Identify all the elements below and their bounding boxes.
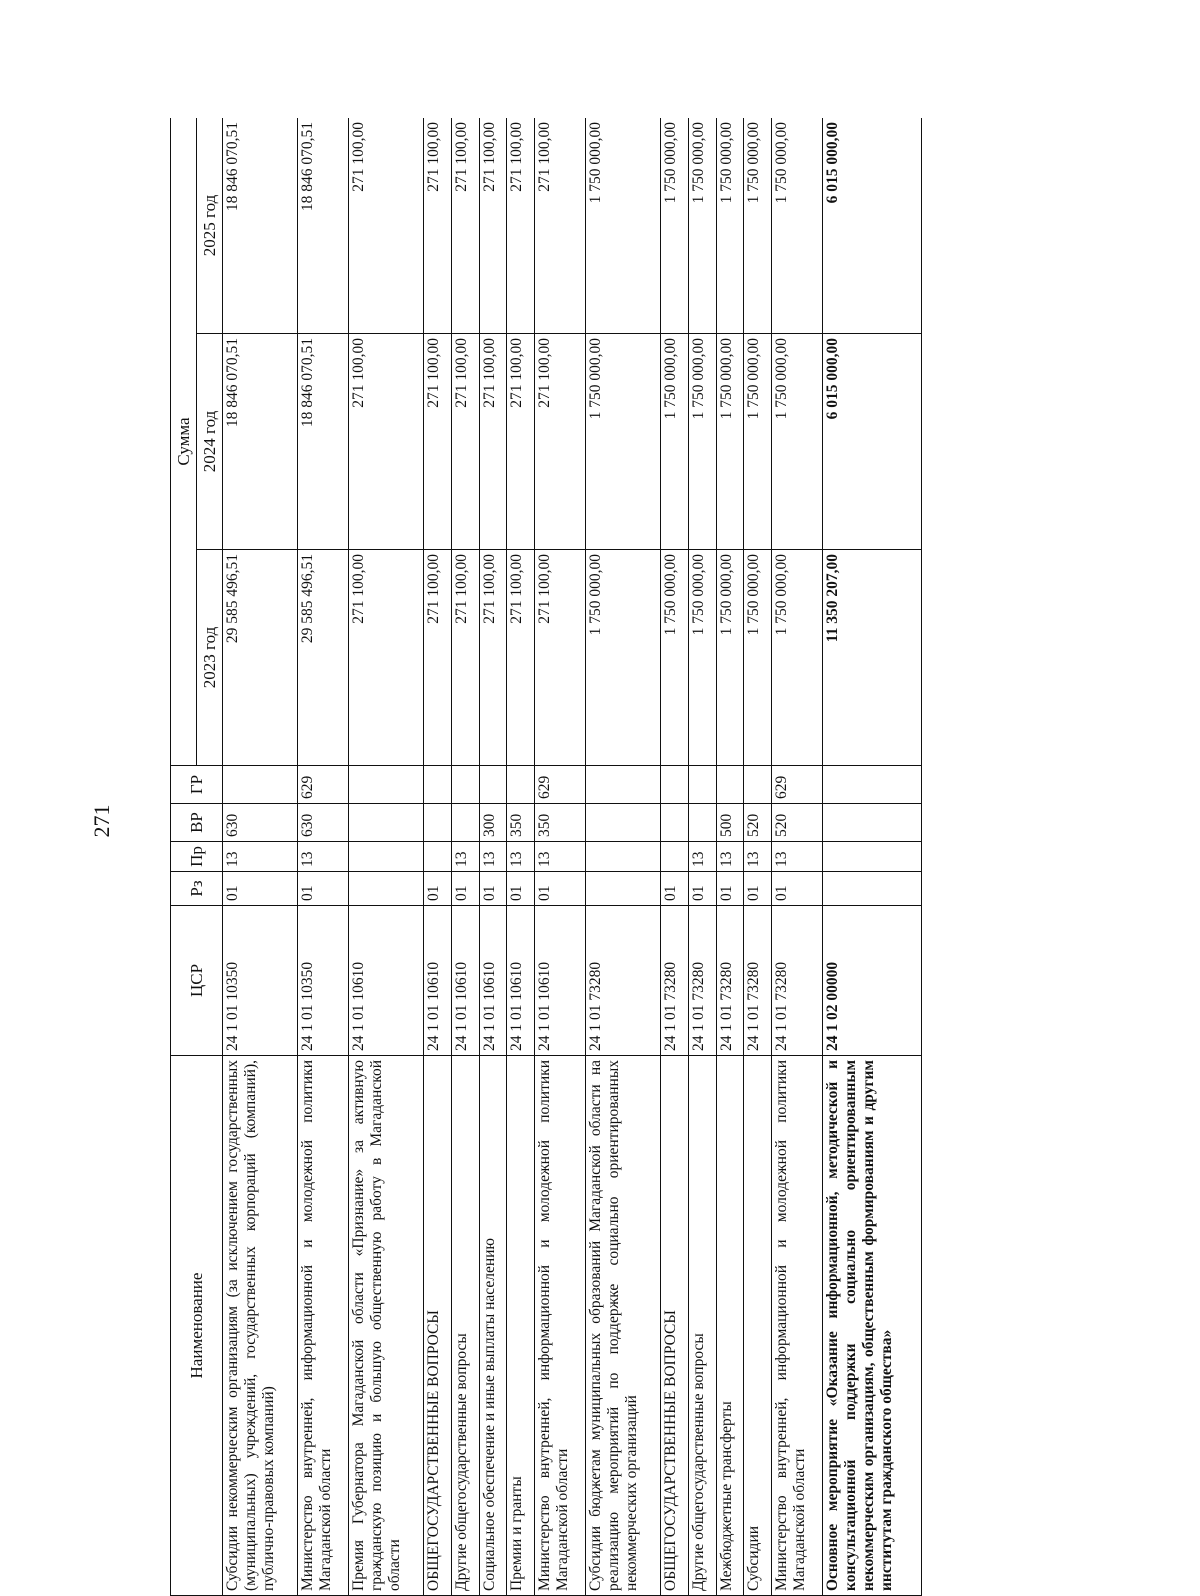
sum-2023-cell: 271 100,00 [424,550,452,766]
pr-cell: 13 [716,842,744,872]
sum-2024-cell: 271 100,00 [507,334,535,550]
csr-cell: 24 1 01 10610 [349,906,424,1056]
header-year-2024: 2024 год [197,334,223,550]
sum-2023-cell: 29 585 496,51 [298,550,349,766]
pr-cell: 13 [479,842,507,872]
sum-2024-cell: 1 750 000,00 [661,334,689,550]
rz-cell [823,872,922,906]
gr-cell [586,766,661,804]
vr-cell: 300 [479,804,507,842]
sum-2024-cell: 1 750 000,00 [586,334,661,550]
table-row [298,118,349,1596]
name-cell: Межбюджетные трансферты [716,1056,744,1596]
sum-2024-cell: 6 015 000,00 [823,334,922,550]
table-row [223,118,298,1596]
header-vr: ВР [171,804,223,842]
csr-cell: 24 1 01 73280 [688,906,716,1056]
gr-cell [479,766,507,804]
csr-cell: 24 1 01 10610 [534,906,585,1056]
rz-cell: 01 [298,872,349,906]
rz-cell: 01 [452,872,480,906]
sum-2025-cell: 271 100,00 [349,118,424,334]
rz-cell: 01 [424,872,452,906]
rz-cell [349,872,424,906]
vr-cell: 520 [771,804,822,842]
page-number: 271 [89,804,114,838]
rz-cell: 01 [771,872,822,906]
header-name: Наименование [171,1056,223,1596]
name-cell: Социальное обеспечение и иные выплаты населению [479,1056,507,1596]
name-cell: Министерство внутренней, информационной и молодежной политики Магаданской области [298,1056,349,1596]
table-row [586,118,661,1596]
sum-2024-cell: 1 750 000,00 [771,334,822,550]
table-row [744,118,772,1596]
sum-2024-cell: 1 750 000,00 [716,334,744,550]
header-gr: ГР [171,766,223,804]
name-cell: ОБЩЕГОСУДАРСТВЕННЫЕ ВОПРОСЫ [424,1056,452,1596]
sum-2024-cell: 18 846 070,51 [298,334,349,550]
table-row [534,118,585,1596]
rz-cell: 01 [223,872,298,906]
pr-cell [424,842,452,872]
sum-2023-cell: 1 750 000,00 [661,550,689,766]
gr-cell [661,766,689,804]
sum-2023-cell: 271 100,00 [507,550,535,766]
sum-2025-cell: 1 750 000,00 [688,118,716,334]
rotated-table-frame [170,118,922,1596]
csr-cell: 24 1 01 73280 [661,906,689,1056]
sum-2025-cell: 271 100,00 [534,118,585,334]
name-cell: Министерство внутренней, информационной и молодежной политики Магаданской области [534,1056,585,1596]
vr-cell [823,804,922,842]
rz-cell: 01 [479,872,507,906]
sum-2024-cell: 271 100,00 [534,334,585,550]
gr-cell [507,766,535,804]
csr-cell: 24 1 01 10610 [452,906,480,1056]
header-sum: Сумма [171,118,197,766]
table-header [171,118,223,1596]
table-row [507,118,535,1596]
pr-cell: 13 [534,842,585,872]
pr-cell [661,842,689,872]
vr-cell: 350 [507,804,535,842]
sum-2023-cell: 11 350 207,00 [823,550,922,766]
name-cell: Другие общегосударственные вопросы [688,1056,716,1596]
vr-cell: 520 [744,804,772,842]
pr-cell: 13 [452,842,480,872]
name-cell: ОБЩЕГОСУДАРСТВЕННЫЕ ВОПРОСЫ [661,1056,689,1596]
header-year-2023: 2023 год [197,550,223,766]
rz-cell: 01 [661,872,689,906]
table-row [661,118,689,1596]
csr-cell: 24 1 01 73280 [771,906,822,1056]
gr-cell [424,766,452,804]
pr-cell: 13 [744,842,772,872]
gr-cell: 629 [534,766,585,804]
rz-cell: 01 [744,872,772,906]
csr-cell: 24 1 01 10610 [479,906,507,1056]
name-cell: Другие общегосударственные вопросы [452,1056,480,1596]
rz-cell: 01 [716,872,744,906]
csr-cell: 24 1 01 73280 [744,906,772,1056]
csr-cell: 24 1 01 73280 [716,906,744,1056]
vr-cell [452,804,480,842]
vr-cell [424,804,452,842]
sum-2025-cell: 18 846 070,51 [298,118,349,334]
csr-cell: 24 1 02 00000 [823,906,922,1056]
csr-cell: 24 1 01 10610 [507,906,535,1056]
sum-2023-cell: 1 750 000,00 [716,550,744,766]
sum-2025-cell: 18 846 070,51 [223,118,298,334]
sum-2023-cell: 271 100,00 [349,550,424,766]
table-row [479,118,507,1596]
sum-2025-cell: 1 750 000,00 [716,118,744,334]
gr-cell [716,766,744,804]
sum-2025-cell: 1 750 000,00 [661,118,689,334]
table-body [223,118,922,1596]
vr-cell [661,804,689,842]
header-year-2025: 2025 год [197,118,223,334]
budget-table [170,118,922,1596]
table-row [424,118,452,1596]
name-cell: Премии и гранты [507,1056,535,1596]
sum-2024-cell: 271 100,00 [452,334,480,550]
pr-cell: 13 [298,842,349,872]
gr-cell: 629 [298,766,349,804]
sum-2023-cell: 271 100,00 [479,550,507,766]
sum-2025-cell: 271 100,00 [452,118,480,334]
sum-2025-cell: 1 750 000,00 [771,118,822,334]
table-row [452,118,480,1596]
header-rz: Рз [171,872,223,906]
csr-cell: 24 1 01 10610 [424,906,452,1056]
name-cell: Министерство внутренней, информационной и молодежной политики Магаданской области [771,1056,822,1596]
csr-cell: 24 1 01 10350 [298,906,349,1056]
sum-2025-cell: 271 100,00 [479,118,507,334]
table-row [349,118,424,1596]
sum-2023-cell: 29 585 496,51 [223,550,298,766]
gr-cell [452,766,480,804]
gr-cell [349,766,424,804]
pr-cell: 13 [223,842,298,872]
rz-cell: 01 [507,872,535,906]
sum-2024-cell: 1 750 000,00 [744,334,772,550]
sum-2025-cell: 271 100,00 [424,118,452,334]
sum-2023-cell: 271 100,00 [452,550,480,766]
vr-cell: 350 [534,804,585,842]
pr-cell [823,842,922,872]
header-pr: Пр [171,842,223,872]
vr-cell [349,804,424,842]
sum-2024-cell: 1 750 000,00 [688,334,716,550]
vr-cell: 630 [298,804,349,842]
vr-cell [586,804,661,842]
pr-cell: 13 [688,842,716,872]
vr-cell [688,804,716,842]
name-cell: Премия Губернатора Магаданской области «Признание» за активную гражданскую позицию и большую общественную работу в Магаданской области [349,1056,424,1596]
sum-2023-cell: 1 750 000,00 [771,550,822,766]
sum-2025-cell: 1 750 000,00 [586,118,661,334]
vr-cell: 500 [716,804,744,842]
sum-2025-cell: 1 750 000,00 [744,118,772,334]
table-row [771,118,822,1596]
sum-2023-cell: 1 750 000,00 [586,550,661,766]
gr-cell: 629 [771,766,822,804]
sum-2023-cell: 271 100,00 [534,550,585,766]
gr-cell [223,766,298,804]
table-row [823,118,922,1596]
sum-2024-cell: 18 846 070,51 [223,334,298,550]
name-cell: Субсидии бюджетам муниципальных образований Магаданской области на реализацию мероприятий по поддержке социально ориентированных некоммерческих организаций [586,1056,661,1596]
pr-cell: 13 [771,842,822,872]
sum-2025-cell: 6 015 000,00 [823,118,922,334]
rz-cell: 01 [688,872,716,906]
sum-2025-cell: 271 100,00 [507,118,535,334]
csr-cell: 24 1 01 73280 [586,906,661,1056]
csr-cell: 24 1 01 10350 [223,906,298,1056]
sum-2024-cell: 271 100,00 [349,334,424,550]
pr-cell [586,842,661,872]
sum-2024-cell: 271 100,00 [424,334,452,550]
gr-cell [823,766,922,804]
header-csr: ЦСР [171,906,223,1056]
name-cell: Субсидии [744,1056,772,1596]
pr-cell: 13 [507,842,535,872]
gr-cell [688,766,716,804]
name-cell: Субсидии некоммерческим организациям (за исключением государственных (муниципальных) учреждений, государственных корпораций (компаний), публично-правовых компаний) [223,1056,298,1596]
gr-cell [744,766,772,804]
table-container [170,118,922,1596]
rz-cell: 01 [534,872,585,906]
vr-cell: 630 [223,804,298,842]
sum-2023-cell: 1 750 000,00 [744,550,772,766]
table-row [688,118,716,1596]
sum-2023-cell: 1 750 000,00 [688,550,716,766]
name-cell: Основное мероприятие «Оказание информационной, методической и консультационной поддержки социально ориентированным некоммерческим организациям, общественным формированиям и другим институтам гражданского общества» [823,1056,922,1596]
pr-cell [349,842,424,872]
rz-cell [586,872,661,906]
table-row [716,118,744,1596]
sum-2024-cell: 271 100,00 [479,334,507,550]
